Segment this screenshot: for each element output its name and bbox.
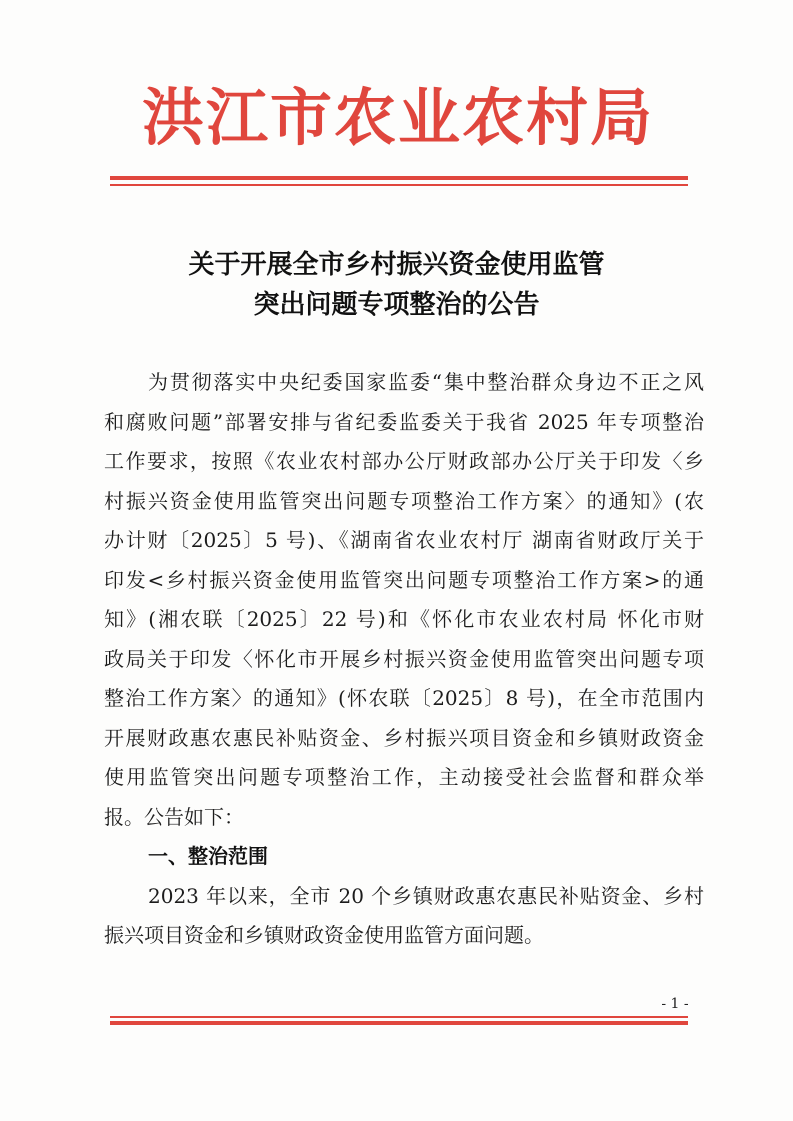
body-line: 工作要求，按照《农业农村部办公厅财政部办公厅关于印发〈乡 xyxy=(104,449,704,473)
body-line: 知》(湘农联〔2025〕22 号)和《怀化市农业农村局 怀化市财 xyxy=(104,607,704,631)
document-body xyxy=(104,363,704,956)
footer-rule-thick xyxy=(110,1021,688,1025)
section-heading: 一、整治范围 xyxy=(148,844,268,868)
body-line: 政局关于印发〈怀化市开展乡村振兴资金使用监管突出问题专项 xyxy=(104,646,704,671)
document-title-line-2: 突出问题专项整治的公告 xyxy=(253,290,540,320)
body-line: 印发<乡村振兴资金使用监管突出问题专项整治工作方案>的通 xyxy=(104,567,704,592)
letterhead-org-name: 洪江市农业农村局 xyxy=(141,81,654,154)
body-line: 为贯彻落实中央纪委国家监委“集中整治群众身边不正之风 xyxy=(148,370,704,394)
footer-rule-thin xyxy=(110,1016,688,1018)
body-line: 报。公告如下： xyxy=(104,804,244,829)
body-line: 办计财〔2025〕5 号)、《湖南省农业农村厅 湖南省财政厅关于 xyxy=(104,528,704,552)
body-line: 和腐败问题”部署安排与省纪委监委关于我省 2025 年专项整治 xyxy=(104,409,704,434)
body-line: 使用监管突出问题专项整治工作，主动接受社会监督和群众举 xyxy=(104,765,704,789)
body-line: 整治工作方案〉的通知》(怀农联〔2025〕8 号)，在全市范围内 xyxy=(104,686,704,710)
letterhead-rule-thick xyxy=(110,176,688,180)
body-line: 振兴项目资金和乡镇财政资金使用监管方面问题。 xyxy=(104,923,544,947)
page-number: - 1 - xyxy=(661,996,689,1012)
body-line: 村振兴资金使用监管突出问题专项整治工作方案〉的通知》(农 xyxy=(104,488,704,513)
document-title-line-1: 关于开展全市乡村振兴资金使用监管 xyxy=(188,250,605,280)
body-line: 开展财政惠农惠民补贴资金、乡村振兴项目资金和乡镇财政资金 xyxy=(104,725,704,750)
body-line: 2023 年以来，全市 20 个乡镇财政惠农惠民补贴资金、乡村 xyxy=(148,883,704,908)
letterhead-rule-thin xyxy=(110,184,688,186)
